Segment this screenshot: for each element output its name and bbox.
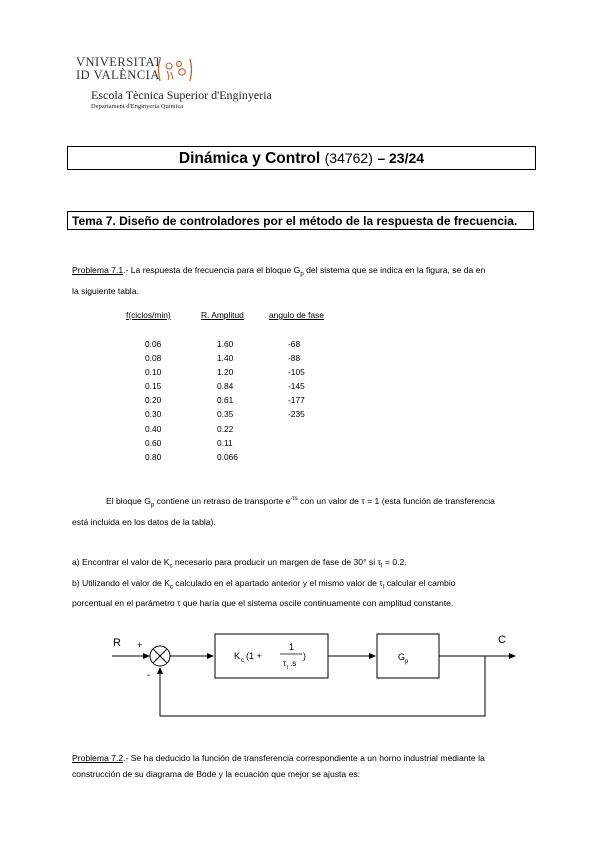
table-cell: -145: [288, 381, 305, 392]
output-label: C: [498, 634, 506, 646]
table-header-phase: angulo de fase: [269, 310, 324, 320]
school-name: Escola Tècnica Superior d'Enginyeria: [91, 88, 272, 102]
course-title: Dinámica y Control: [178, 150, 321, 167]
svg-text:1: 1: [289, 642, 295, 652]
table-header-amplitude: R. Amplitud: [201, 310, 244, 320]
course-code: (34762): [324, 150, 373, 166]
problem-1-label: Problema 7.1: [72, 265, 124, 275]
table-cell: 0.11: [217, 437, 233, 448]
summing-junction-icon: [150, 646, 170, 666]
minus-sign: -: [147, 670, 151, 681]
plant-label-sub: p: [405, 659, 409, 665]
table-cell: -88: [288, 353, 301, 364]
table-cell: 0.30: [145, 409, 162, 420]
table-cell: 0.84: [217, 381, 234, 392]
table-cell: 0.08: [145, 353, 162, 364]
svg-text:τ: τ: [283, 659, 287, 668]
table-cell: 0.35: [217, 409, 234, 420]
table-cell: 0.60: [145, 437, 162, 448]
controller-block: [215, 634, 328, 678]
table-cell: 0.40: [145, 423, 162, 434]
problem-2-label: Problema 7.2: [72, 753, 124, 763]
table-cell: -68: [288, 339, 301, 349]
table-cell: 0.06: [145, 339, 162, 349]
svg-text:I: I: [287, 665, 289, 671]
table-header-frequency: f(ciclos/min): [126, 310, 171, 320]
svg-text:(1 +: (1 +: [246, 651, 262, 661]
svg-text:): ): [303, 651, 306, 661]
table-cell: 1.60: [217, 339, 234, 349]
university-line2: ID VALÈNCIA: [76, 68, 160, 82]
table-cell: 0.20: [145, 395, 162, 406]
table-cell: -235: [288, 409, 305, 420]
table-cell: -105: [288, 367, 305, 378]
svg-text:.s: .s: [290, 659, 297, 668]
department-name: Departament d'Enginyeria Química: [91, 103, 184, 110]
transport-delay-paragraph: El bloque $G_p$ contiene un retraso de transporte $e^{-\tau s}$ con un valor de τ = 1 (esta función de transferencia está incluida en los datos de la tabla).: [72, 495, 495, 527]
topic-heading: Tema 7. Diseño de controladores por el método de la respuesta de frecuencia.: [67, 211, 534, 230]
table-cell: 0.10: [145, 367, 162, 378]
problem-1-questions: a) Encontrar el valor de $K_c$ necesario para producir un margen de fase de 30° si $\tau_I = 0.2$. b) Utilizando el valor de $K_c$ calculado en el apartado anterior y el mismo valor de $\tau_I$ calcular el cambio porcentual en el parámetro τ que haría que el sistema oscile continuamente con amplitud constante.: [72, 554, 542, 611]
table-cell: 0.15: [145, 381, 162, 392]
svg-text:K: K: [234, 651, 241, 661]
university-line1: VNIVERSITAT: [76, 55, 162, 69]
table-cell: 0.066: [217, 451, 238, 462]
problem-2-paragraph: Problema 7.2.- Se ha deducido la función de transferencia correspondiente a un horno industrial mediante la construcción de su diagrama de Bode y la ecuación que mejor se ajusta es:: [72, 753, 485, 779]
input-label: R: [113, 637, 121, 649]
table-cell: 0.22: [217, 423, 234, 434]
table-cell: 1.40: [217, 353, 234, 364]
question-b: b) Utilizando el valor de $K_c$ calculado en el apartado anterior y el mismo valor de $\tau_I$ calcular el cambio: [72, 577, 456, 591]
table-cell: 1.20: [217, 367, 234, 378]
table-cell: 0.61: [217, 395, 234, 406]
course-year: – 23/24: [377, 150, 425, 166]
problem-1-intro: Problema 7.1.- La respuesta de frecuencia para el bloque $G_p$ del sistema que se indica en la figura, se da en la siguiente tabla.: [72, 265, 486, 296]
table-cell: 0.80: [145, 451, 162, 462]
table-cell: -177: [288, 395, 305, 406]
plus-sign: +: [137, 640, 143, 650]
svg-text:c: c: [241, 658, 244, 664]
plant-label: G: [398, 652, 406, 662]
plant-block: [377, 634, 439, 678]
question-a: a) Encontrar el valor de $K_c$ necesario para producir un margen de fase de 30° si $\tau_I = 0.2$.: [72, 557, 407, 570]
